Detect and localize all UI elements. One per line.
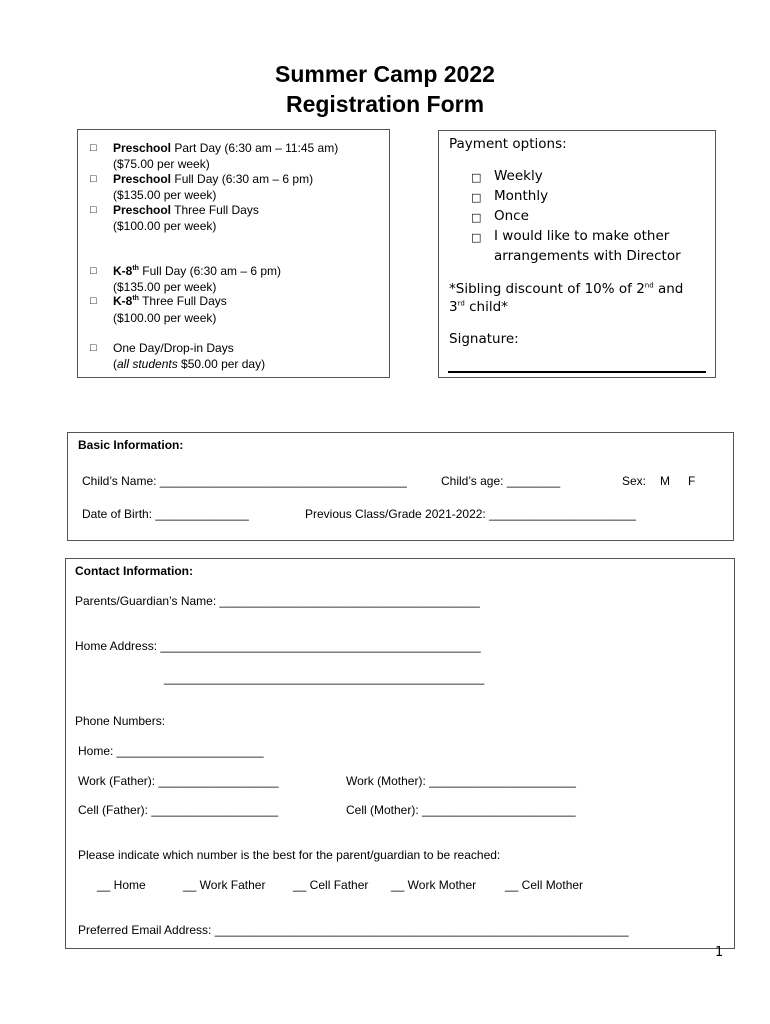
child-name-field[interactable]: Child’s Name: _____________________________________ (82, 474, 407, 488)
choice-cell-mother[interactable]: __ Cell Mother (505, 878, 584, 892)
home-phone-field[interactable]: Home: ______________________ (78, 744, 264, 758)
option-preschool-three-days: Preschool Three Full Days (113, 203, 259, 217)
checkbox-preschool-three-days[interactable]: □ (90, 204, 97, 216)
choice-cell-father[interactable]: __ Cell Father (293, 878, 369, 892)
payment-option-once: Once (494, 208, 529, 224)
sibling-discount-cont: 3rd child* (449, 299, 508, 315)
payment-option-monthly: Monthly (494, 188, 549, 204)
checkbox-preschool-part-day[interactable]: □ (90, 142, 97, 154)
work-mother-field[interactable]: Work (Mother): ______________________ (346, 774, 576, 788)
option-preschool-full-day: Preschool Full Day (6:30 am – 6 pm) (113, 172, 314, 186)
sex-option-m[interactable]: M (660, 474, 670, 488)
contact-info-heading: Contact Information: (75, 564, 193, 578)
contact-info-box (65, 558, 735, 949)
payment-option-other: I would like to make other (494, 228, 670, 244)
price-k8-three-days: ($100.00 per week) (113, 311, 217, 325)
programs-box (77, 129, 390, 378)
previous-class-field[interactable]: Previous Class/Grade 2021-2022: ______________________ (305, 507, 636, 521)
checkbox-monthly[interactable]: □ (471, 191, 482, 204)
email-field[interactable]: Preferred Email Address: ______________________________________________________________ (78, 923, 629, 937)
phone-numbers-heading: Phone Numbers: (75, 714, 166, 728)
guardian-name-field[interactable]: Parents/Guardian’s Name: _______________________________________ (75, 594, 480, 608)
checkbox-drop-in[interactable]: □ (90, 342, 97, 354)
price-drop-in: (all students $50.00 per day) (113, 357, 266, 371)
cell-father-field[interactable]: Cell (Father): ___________________ (78, 803, 279, 817)
checkbox-once[interactable]: □ (471, 211, 482, 224)
home-address-field[interactable]: Home Address: ________________________________________________ (75, 639, 481, 653)
checkbox-k8-full-day[interactable]: □ (90, 265, 97, 277)
option-drop-in: One Day/Drop-in Days (113, 341, 234, 355)
page-number: 1 (715, 945, 724, 960)
checkbox-k8-three-days[interactable]: □ (90, 295, 97, 307)
sex-label: Sex: (622, 474, 647, 488)
choice-work-mother[interactable]: __ Work Mother (391, 878, 477, 892)
option-preschool-part-day: Preschool Part Day (6:30 am – 11:45 am) (113, 141, 339, 155)
payment-option-weekly: Weekly (494, 168, 543, 184)
option-k8-three-days: K-8th Three Full Days (113, 294, 227, 308)
payment-box (438, 130, 716, 378)
option-k8-full-day: K-8th Full Day (6:30 am – 6 pm) (113, 264, 282, 278)
cell-mother-field[interactable]: Cell (Mother): _______________________ (346, 803, 576, 817)
signature-label: Signature: (449, 331, 519, 347)
signature-line[interactable] (448, 371, 706, 373)
checkbox-weekly[interactable]: □ (471, 171, 482, 184)
form-title-line1: Summer Camp 2022 (275, 61, 495, 87)
form-title-line2: Registration Form (285, 91, 485, 117)
best-number-prompt: Please indicate which number is the best for the parent/guardian to be reached: (78, 848, 501, 862)
price-preschool-full-day: ($135.00 per week) (113, 188, 217, 202)
child-age-field[interactable]: Child’s age: ________ (441, 474, 561, 488)
checkbox-other-arrangements[interactable]: □ (471, 231, 482, 244)
price-k8-full-day: ($135.00 per week) (113, 280, 217, 294)
price-preschool-three-days: ($100.00 per week) (113, 219, 217, 233)
choice-work-father[interactable]: __ Work Father (183, 878, 266, 892)
sibling-discount: *Sibling discount of 10% of 2nd and (449, 281, 684, 297)
payment-heading: Payment options: (449, 136, 567, 152)
work-father-field[interactable]: Work (Father): __________________ (78, 774, 279, 788)
price-preschool-part-day: ($75.00 per week) (113, 157, 210, 171)
payment-option-other-cont: arrangements with Director (494, 248, 681, 264)
home-address-line2[interactable]: ________________________________________________ (164, 671, 485, 685)
choice-home[interactable]: __ Home (97, 878, 146, 892)
basic-info-box (67, 432, 734, 541)
dob-field[interactable]: Date of Birth: ______________ (82, 507, 249, 521)
checkbox-preschool-full-day[interactable]: □ (90, 173, 97, 185)
sex-option-f[interactable]: F (688, 474, 696, 488)
basic-info-heading: Basic Information: (78, 438, 184, 452)
